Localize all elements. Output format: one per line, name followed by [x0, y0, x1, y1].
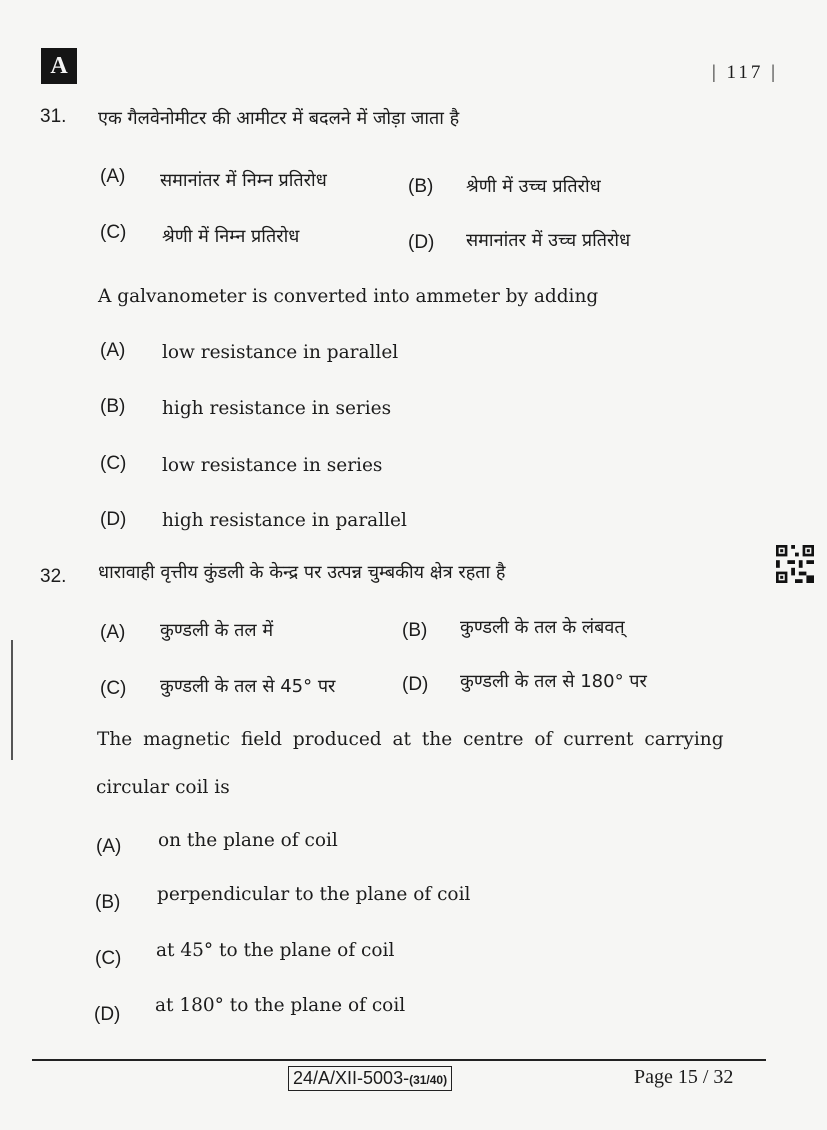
- q32-hindi-option-b-text: कुण्डली के तल के लंबवत्: [460, 617, 625, 638]
- q32-english-option-b-label: (B): [95, 892, 121, 913]
- q31-hindi-option-a-label: (A): [100, 166, 126, 187]
- paper-code: 24/A/XII-5003-: [293, 1068, 410, 1088]
- q32-hindi-option-c-text: कुण्डली के तल से 45° पर: [160, 676, 336, 697]
- q32-hindi-option-d-label: (D): [402, 674, 429, 695]
- q31-hindi-option-c-label: (C): [100, 222, 127, 243]
- question-number-32: 32.: [40, 566, 67, 587]
- q32-hindi-question: धारावाही वृत्तीय कुंडली के केन्द्र पर उत्पन्न चुम्बकीय क्षेत्र रहता है: [98, 562, 506, 583]
- q31-english-option-a-label: (A): [100, 340, 126, 361]
- q31-hindi-option-d-text: समानांतर में उच्च प्रतिरोध: [466, 230, 631, 251]
- q32-english-option-d-label: (D): [94, 1004, 121, 1025]
- q31-english-option-b-label: (B): [100, 396, 126, 417]
- q31-english-option-b-text: high resistance in series: [162, 398, 392, 419]
- q31-english-option-d-text: high resistance in parallel: [162, 510, 407, 531]
- q31-hindi-option-a-text: समानांतर में निम्न प्रतिरोध: [160, 170, 327, 191]
- q32-english-option-c-label: (C): [95, 948, 122, 969]
- q32-hindi-option-c-label: (C): [100, 678, 127, 699]
- q31-hindi-option-b-text: श्रेणी में उच्च प्रतिरोध: [466, 176, 601, 197]
- footer-rule: [32, 1059, 766, 1061]
- q31-hindi-option-d-label: (D): [408, 232, 435, 253]
- q32-english-option-b-text: perpendicular to the plane of coil: [157, 884, 471, 905]
- q32-english-option-a-label: (A): [96, 836, 122, 857]
- margin-line: [11, 640, 13, 760]
- paper-code-suffix: (31/40): [409, 1073, 448, 1087]
- set-badge: A: [41, 48, 77, 84]
- q32-hindi-option-b-label: (B): [402, 620, 428, 641]
- q32-english-question-line2: circular coil is: [96, 777, 230, 798]
- q32-hindi-option-a-text: कुण्डली के तल में: [160, 620, 274, 641]
- q31-english-option-a-text: low resistance in parallel: [162, 342, 399, 363]
- q31-english-option-c-label: (C): [100, 453, 127, 474]
- q32-english-option-d-text: at 180° to the plane of coil: [155, 995, 406, 1016]
- qr-code-icon: [776, 545, 814, 583]
- q31-hindi-question: एक गैलवेनोमीटर की आमीटर में बदलने में जोड़ा जाता है: [98, 108, 460, 129]
- question-number-31: 31.: [40, 106, 67, 127]
- q31-hindi-option-b-label: (B): [408, 176, 434, 197]
- q32-english-option-c-text: at 45° to the plane of coil: [156, 940, 395, 961]
- q32-english-question-line1: The magnetic field produced at the centre of current carrying: [97, 729, 724, 750]
- q32-english-option-a-text: on the plane of coil: [158, 830, 338, 851]
- page-reference: | 117 |: [712, 62, 778, 83]
- paper-code-box: [288, 1066, 452, 1091]
- q31-english-question: A galvanometer is converted into ammeter by adding: [98, 286, 599, 307]
- q32-hindi-option-d-text: कुण्डली के तल से 180° पर: [460, 671, 647, 692]
- q32-hindi-option-a-label: (A): [100, 622, 126, 643]
- page-number: Page 15 / 32: [634, 1066, 734, 1088]
- q31-english-option-c-text: low resistance in series: [162, 455, 383, 476]
- q31-english-option-d-label: (D): [100, 509, 127, 530]
- q31-hindi-option-c-text: श्रेणी में निम्न प्रतिरोध: [162, 226, 300, 247]
